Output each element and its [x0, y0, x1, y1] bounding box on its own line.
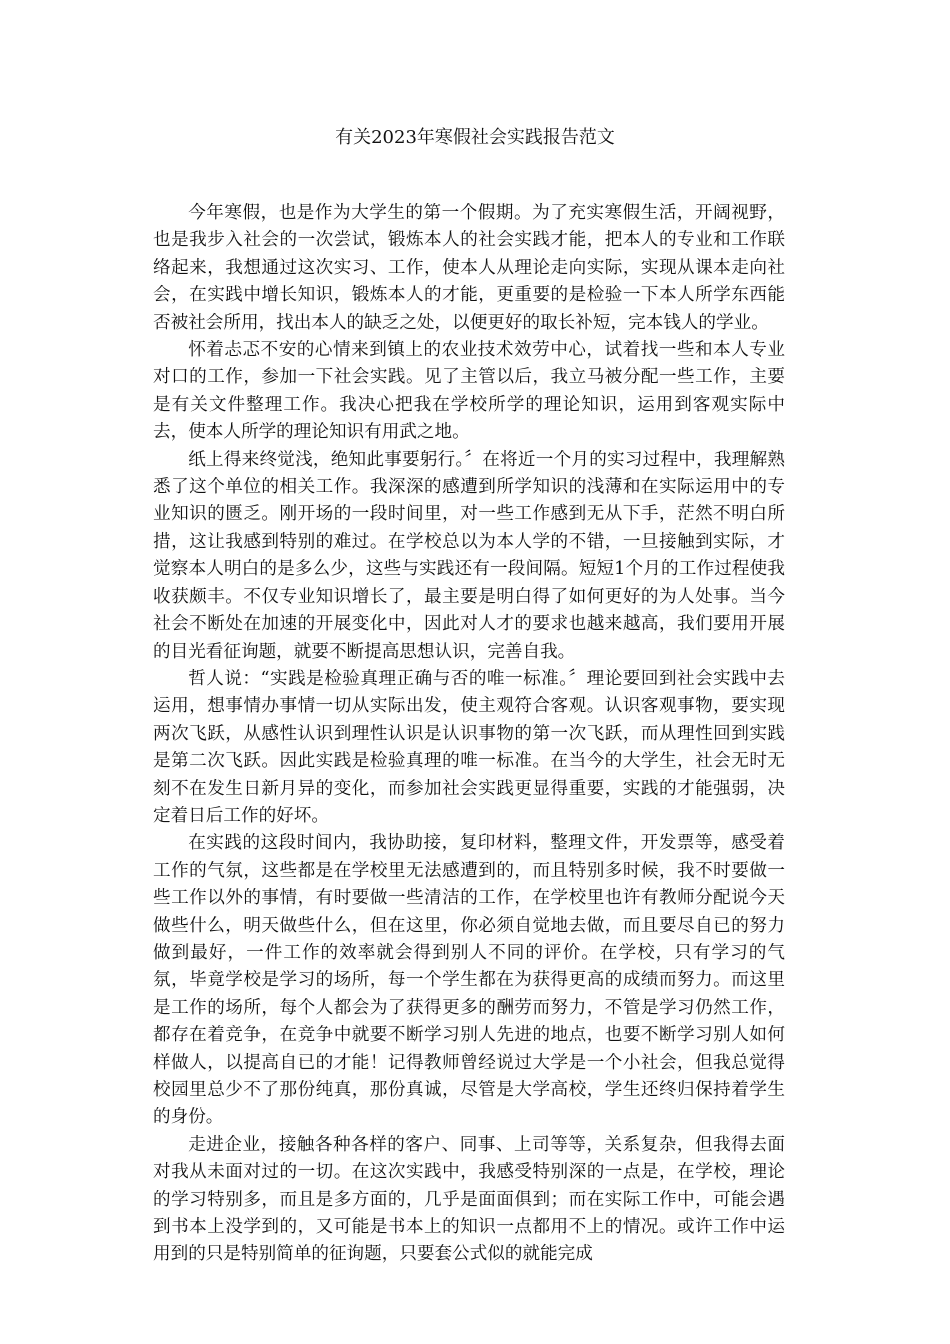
paragraph-3: 纸上得来终觉浅，绝知此事要躬行。〞在将近一个月的实习过程中，我理解熟悉了这个单位的相关工作。我深深的感遭到所学知识的浅薄和在实际运用中的专业知识的匮乏。刚开场的一段时间里，对一些工作感到无从下手，茫然不明白所措，这让我感到特别的难过。在学校总以为本人学的不错，一旦接触到实际，才觉察本人明白的是多么少，这些与实践还有一段间隔。短短1个月的工作过程使我收获颇丰。不仅专业知识增长了，最主要是明白得了如何更好的为人处事。当今社会不断处在加速的开展变化中，因此对人才的要求也越来越高，我们要用开展的目光看征询题，就要不断提高思想认识，完善自我。 — [153, 449, 785, 662]
paragraph-1: 今年寒假，也是作为大学生的第一个假期。为了充实寒假生活，开阔视野，也是我步入社会的一次尝试，锻炼本人的社会实践才能，把本人的专业和工作联络起来，我想通过这次实习、工作，使本人从理论走向实际，实现从课本走向社会，在实践中增长知识，锻炼本人的才能，更重要的是检验一下本人所学东西能否被社会所用，找出本人的缺乏之处，以便更好的取长补短，完本钱人的学业。 — [153, 203, 785, 333]
paragraph-6: 走进企业，接触各种各样的客户、同事、上司等等，关系复杂，但我得去面对我从未面对过的一切。在这次实践中，我感受特别深的一点是，在学校，理论的学习特别多，而且是多方面的，几乎是面面俱到；而在实际工作中，可能会遇到书本上没学到的，又可能是书本上的知识一点都用不上的情况。或许工作中运用到的只是特别简单的征询题，只要套公式似的就能完成 — [153, 1134, 785, 1265]
paragraph-5: 在实践的这段时间内，我协助接，复印材料，整理文件，开发票等，感受着工作的气氛，这些都是在学校里无法感遭到的，而且特别多时候，我不时要做一些工作以外的事情，有时要做一些清洁的工作，在学校里也许有教师分配说今天做些什么，明天做些什么，但在这里，你必须自觉地去做，而且要尽自已的努力做到最好，一件工作的效率就会得到别人不同的评价。在学校，只有学习的气氛，毕竟学校是学习的场所，每一个学生都在为获得更高的成绩而努力。而这里是工作的场所，每个人都会为了获得更多的酬劳而努力，不管是学习仍然工作，都存在着竞争，在竞争中就要不断学习别人先进的地点，也要不断学习别人如何样做人，以提高自已的才能！记得教师曾经说过大学是一个小社会，但我总觉得校园里总少不了那份纯真，那份真诚，尽管是大学高校，学生还终归保持着学生的身份。 — [153, 833, 785, 1128]
paragraph-2: 怀着忐忑不安的心情来到镇上的农业技术效劳中心，试着找一些和本人专业对口的工作，参加一下社会实践。见了主管以后，我立马被分配一些工作，主要是有关文件整理工作。我决心把我在学校所学的理论知识，运用到客观实际中去，使本人所学的理论知识有用武之地。 — [153, 340, 785, 443]
document-body — [153, 200, 785, 1269]
document-title: 有关2023年寒假社会实践报告范文 — [335, 127, 615, 148]
paragraph-4: 哲人说：“实践是检验真理正确与否的唯一标准。〞理论要回到社会实践中去运用，想事情办事情一切从实际出发，使主观符合客观。认识客观事物，要实现两次飞跃，从感性认识到理性认识是认识事物的第一次飞跃，而从理性回到实践是第二次飞跃。因此实践是检验真理的唯一标准。在当今的大学生，社会无时无刻不在发生日新月异的变化，而参加社会实践更显得重要，实践的才能强弱，决定着日后工作的好坏。 — [153, 668, 785, 826]
